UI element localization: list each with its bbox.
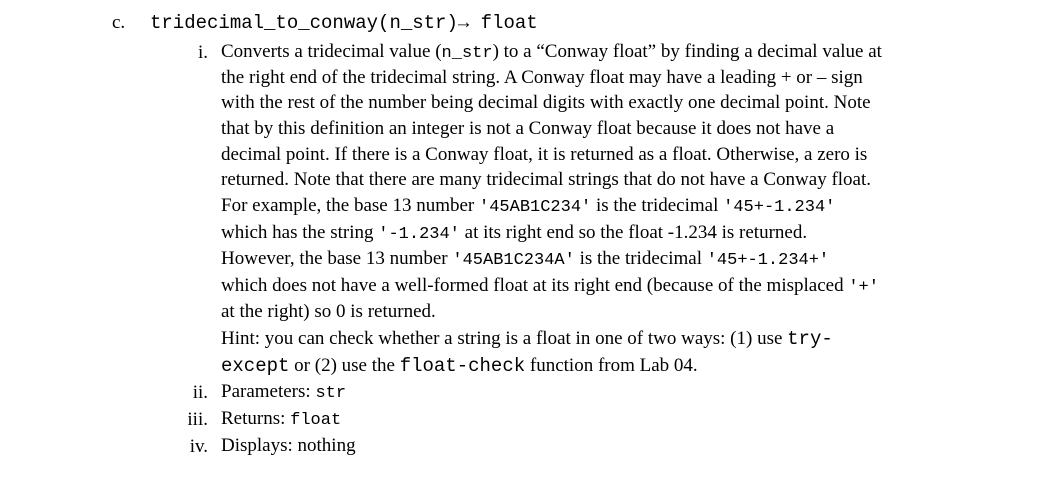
item-i-line-2: [221, 66, 863, 90]
text: Hint: you can check whether a string is a float in one of two ways: (1) use: [221, 328, 788, 349]
item-iv-marker: iv.: [189, 436, 208, 457]
code-example-4: '45AB1C234A': [452, 251, 575, 270]
text: Converts a tridecimal value (: [221, 41, 442, 62]
text: function from Lab 04.: [525, 355, 698, 376]
code-example-5: '45+-1.234+': [706, 251, 830, 270]
code-example-3: '-1.234': [378, 225, 460, 244]
code-float-check: float-check: [399, 355, 526, 377]
code-try: try-: [787, 328, 833, 350]
text: ) to a “Conway float” by finding a decimal value at: [492, 41, 882, 62]
text: or (2) use the: [289, 355, 400, 376]
text: decimal point. If there is a Conway float, it is returned as a float. Otherwise, a zero is: [221, 144, 868, 165]
item-i-line-10: [221, 274, 879, 300]
item-i-line-8: [221, 221, 807, 247]
text: that by this definition an integer is not a Conway float because it does not have a: [221, 118, 835, 139]
text: which has the string: [221, 222, 379, 243]
text: Returns:: [221, 408, 291, 429]
item-iii-marker: iii.: [187, 409, 208, 430]
code-n-str: n_str: [441, 44, 493, 63]
code-example-2: '45+-1.234': [723, 198, 836, 217]
item-i-line-12: [221, 327, 833, 351]
item-ii-marker: ii.: [192, 382, 208, 403]
item-i-line-7: [221, 194, 835, 220]
item-i-line-4: [221, 117, 834, 141]
item-i-line-6: [221, 168, 871, 192]
section-marker: c.: [112, 12, 126, 33]
code-except: except: [221, 355, 290, 377]
code-example-1: '45AB1C234': [479, 198, 592, 217]
text: For example, the base 13 number: [221, 195, 480, 216]
code-str: str: [315, 384, 347, 403]
item-i-line-3: [221, 91, 871, 115]
text: with the rest of the number being decimal digits with exactly one decimal point. Note: [221, 92, 871, 113]
text: at the right) so 0 is returned.: [221, 301, 436, 322]
item-i-marker: i.: [197, 42, 208, 63]
text: Parameters:: [221, 381, 316, 402]
text: However, the base 13 number: [221, 248, 453, 269]
text: is the tridecimal: [591, 195, 724, 216]
function-signature: tridecimal_to_conway(n_str)→ float: [150, 12, 538, 34]
item-i-line-13: [221, 354, 698, 378]
text: the right end of the tridecimal string. A Conway float may have a leading + or – sign: [221, 67, 863, 88]
item-ii-parameters: [221, 380, 346, 406]
text: which does not have a well-formed float at its right end (because of the misplaced: [221, 275, 849, 296]
item-i-line-1: [221, 40, 882, 66]
code-float: float: [290, 411, 342, 430]
item-iv-displays: [221, 434, 356, 458]
text: Displays: nothing: [221, 435, 356, 456]
item-i-line-9: [221, 247, 829, 273]
text: at its right end so the float -1.234 is returned.: [459, 222, 808, 243]
text: returned. Note that there are many tridecimal strings that do not have a Conway float.: [221, 169, 872, 190]
item-iii-returns: [221, 407, 341, 433]
code-example-6: '+': [848, 278, 879, 297]
item-i-line-11: [221, 300, 436, 324]
item-i-line-5: [221, 143, 867, 167]
text: is the tridecimal: [574, 248, 707, 269]
